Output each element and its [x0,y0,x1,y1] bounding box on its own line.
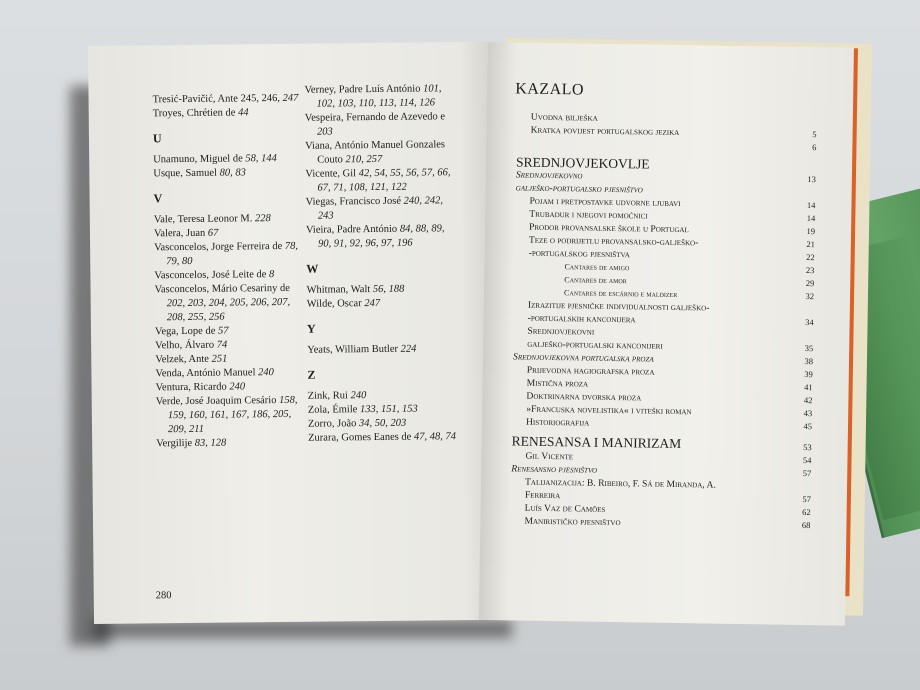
toc-entry-label: SREDNJOVJEKOVLJE [516,154,650,172]
toc-entry-label: -portugalskog pjesništva [528,247,630,261]
index-entry [154,282,304,326]
toc-entry-label: Talijanizacija: B. Ribeiro, F. Sá de Miranda, A. [525,476,716,491]
toc-page-number: 42 [803,395,813,406]
index-entry [154,240,304,270]
index-entry-italic-pages: 210, 257 [345,153,383,166]
toc-page-number: 6 [812,142,817,153]
toc-entry-label: Gil Vicente [525,450,574,463]
index-entry-name: Vega, Lope de [154,325,216,338]
toc-entry-label: »Francuska novelistika« i viteški roman [526,403,692,418]
index-entry-name: Usque, Samuel [153,167,217,180]
index-entry-name: Unamuno, Miguel de [153,153,243,166]
index-entry-italic-pages: 42, 54, 55, 56, 57, 66, 67, 71, 108, 121, 122 [317,167,451,194]
toc-page-number: 57 [802,467,812,479]
index-entry [305,166,459,196]
left-page-index [88,42,498,624]
index-entry-italic-pages: 240 [350,390,367,402]
index-column-2 [304,82,462,446]
toc-entry-label: Cantares de amigo [564,262,630,273]
toc-page-number: 13 [807,174,816,185]
toc-entry-label: Mistična proza [526,377,589,390]
index-entry-name: Vicente, Gil [305,168,357,180]
index-entry [308,430,462,446]
toc-entry-label: galješko-portugalski kanconijeri [527,338,663,352]
index-letter-heading: Z [307,367,316,382]
index-entry-name: Troyes, Chrétien de [152,107,236,120]
index-entry [305,110,459,140]
toc-page-number: 68 [801,519,811,531]
toc-entry-label: Prijevodna hagiografska proza [526,364,655,378]
index-entry-name: Whitman, Walt [306,284,371,296]
toc-page-number: 41 [804,382,813,393]
index-entry [307,342,461,358]
toc-page-number: 35 [804,343,814,354]
index-entry-italic-pages: 84, 88, 89, 90, 91, 92, 96, 97, 196 [318,223,445,250]
index-entry [156,394,306,438]
toc-page-number: 54 [802,454,812,466]
toc-entry-label: Luís Vaz de Camões [524,502,606,515]
toc-page-number: 22 [806,252,815,263]
index-entry-name: Venda, António Manuel [155,367,256,380]
index-entry-name: Vespeira, Fernando de Azevedo e [304,111,446,124]
toc-entry-label: Srednjovjekovni [527,325,595,338]
toc-entry-label: Ferreira [524,489,561,502]
index-entry [156,436,306,452]
toc-page-number: 45 [803,421,813,432]
index-letter-heading: U [152,131,162,146]
index-entry-name: Vasconcelos, Jorge Ferreira de [154,240,283,254]
index-entry-italic-pages: 74 [216,339,228,351]
index-entry [305,138,459,168]
index-entry-italic-pages: 58, 144 [245,153,277,165]
index-entry-name: Vasconcelos, José Leite de [154,269,267,282]
toc-entry-label: Manirističko pjesništvo [524,515,621,529]
index-entry-italic-pages: 83, 128 [194,437,227,449]
index-entry-name: Vieira, Padre António [305,223,398,236]
toc-entry-label: Trubadur i njegovi pomoćnici [529,208,648,222]
index-entry-pages: 245, 246, [237,92,280,105]
index-entry-italic-pages: 67 [207,227,219,239]
index-entry-name: Zurara, Gomes Eanes de [308,431,412,444]
index-entry-italic-pages: 44 [238,107,249,119]
index-entry [152,92,302,108]
index-entry-italic-pages: 80, 83 [219,167,246,179]
toc-entry-label: Srednjovjekovno [515,169,583,182]
index-entry [304,82,458,112]
index-entry [306,222,460,252]
toc-entry-label: Doktrinarna dvorska proza [526,390,642,404]
index-entry-italic-pages: 247 [364,297,381,310]
index-entry-italic-pages: 228 [254,213,271,225]
index-entry-name: Viegas, Francisco José [305,195,402,208]
index-entry [154,268,304,284]
toc-entry-label: Prodor provansalske škole u Portugal [529,221,689,236]
right-page-contents [479,42,854,626]
toc-page-number: 34 [805,317,814,328]
toc-page-number: 39 [804,369,813,380]
index-entry-italic-pages: 251 [211,353,228,365]
index-entry [306,194,460,224]
toc-entry-label: RENESANSA I MANIRIZAM [511,433,682,452]
index-entry-name: Vergilije [156,437,193,450]
index-entry-italic-pages: 202, 203, 204, 205, 206, 207, 208, 255, 256 [166,296,291,324]
index-entry-italic-pages: 34, 50, 203 [358,417,407,430]
table-of-contents [510,110,817,532]
index-entry-name: Vale, Teresa Leonor M. [153,213,253,226]
index-entry-italic-pages: 224 [400,343,417,355]
index-entry-name: Ventura, Ricardo [155,381,227,394]
index-letter-heading: V [153,191,163,206]
index-entry-name: Verde, José Joaquim Cesário [155,395,277,408]
index-letter-heading: Y [306,321,316,336]
toc-entry-label: galješko-portugalsko pjesništvo [515,182,643,196]
index-entry-name: Zola, Émile [307,404,358,416]
index-entry-italic-pages: 240 [229,381,246,393]
toc-page-number: 19 [806,226,816,237]
toc-entry-label: Renesansno pjesništvo [511,463,598,476]
index-entry-name: Zink, Rui [307,390,349,402]
toc-entry-label: -portugalskih kanconijera [527,312,636,326]
index-entry-italic-pages: 56, 188 [372,283,405,296]
index-entry-name: Velho, Álvaro [155,339,215,352]
toc-page-number: 23 [805,265,815,276]
index-letter-heading: W [306,261,319,276]
index-entry-italic-pages: 78, 79, 80 [166,240,299,268]
toc-entry-label: Kratka povijest portugalskog jezika [530,124,680,139]
toc-page-number: 57 [802,493,811,505]
index-entry [154,212,304,228]
index-entry [153,106,303,122]
index-entry-italic-pages: 247 [282,92,299,104]
index-column-1 [152,92,306,452]
index-entry-name: Tresić-Pavičić, Ante [152,93,238,106]
toc-entry-label: Historiografija [525,416,590,429]
index-entry-name: Valera, Juan [153,227,206,240]
index-entry-name: Viana, António Manuel Gonzales Couto [305,139,446,166]
toc-page-number: 38 [804,356,814,367]
page-number: 280 [155,590,172,602]
index-entry [154,226,304,242]
toc-entry-label: Teze o podrijetlu provansalsko-galješko- [528,234,699,249]
index-entry-italic-pages: 133, 151, 153 [359,403,418,416]
index-entry-italic-pages: 240 [258,367,274,379]
toc-entry-label: Cantares de amor [564,275,627,286]
index-entry-italic-pages: 240, 242, 243 [317,195,444,222]
toc-page-number: 14 [806,213,816,224]
toc-entry-label: Uvodna bilješka [530,111,598,124]
index-entry-name: Yeats, William Butler [307,343,399,356]
toc-page-number: 29 [805,278,815,289]
toc-page-number: 32 [805,291,815,302]
toc-entry-label: Pojam i pretpostavke udvorne ljubavi [529,195,681,210]
toc-page-number: 14 [806,200,816,211]
index-entry-name: Wilde, Oscar [306,298,362,310]
index-entry-name: Verney, Padre Luís António [304,83,421,96]
index-entry-name: Velzek, Ante [155,353,210,366]
toc-page-number: 21 [806,239,815,250]
index-entry [153,166,303,182]
toc-entry-label: Izrazitije pjesničke individualnosti galješko- [527,299,710,314]
toc-page-number: 62 [802,506,811,518]
index-entry-italic-pages: 101, 102, 103, 110, 113, 114, 126 [316,83,442,110]
index-entry [307,296,461,312]
contents-title: KAZALO [515,80,585,99]
toc-entry-label: Cantares de escárnio e maldizer [564,288,678,300]
index-entry-italic-pages: 158, 159, 160, 161, 167, 186, 205, 209, 211 [167,394,298,436]
index-entry-italic-pages: 8 [268,269,275,281]
index-entry-italic-pages: 47, 48, 74 [413,431,457,443]
index-entry-italic-pages: 57 [217,325,229,337]
toc-entry-label: Srednjovjekovna portugalska proza [512,351,654,365]
index-entry-name: Zorro, João [307,418,357,430]
toc-page-number: 53 [803,442,812,453]
toc-page-number: 5 [812,129,817,140]
index-entry-italic-pages: 203 [316,126,333,138]
index-entry-name: Vasconcelos, Mário Cesariny de [154,282,290,296]
toc-page-number: 43 [803,408,813,419]
